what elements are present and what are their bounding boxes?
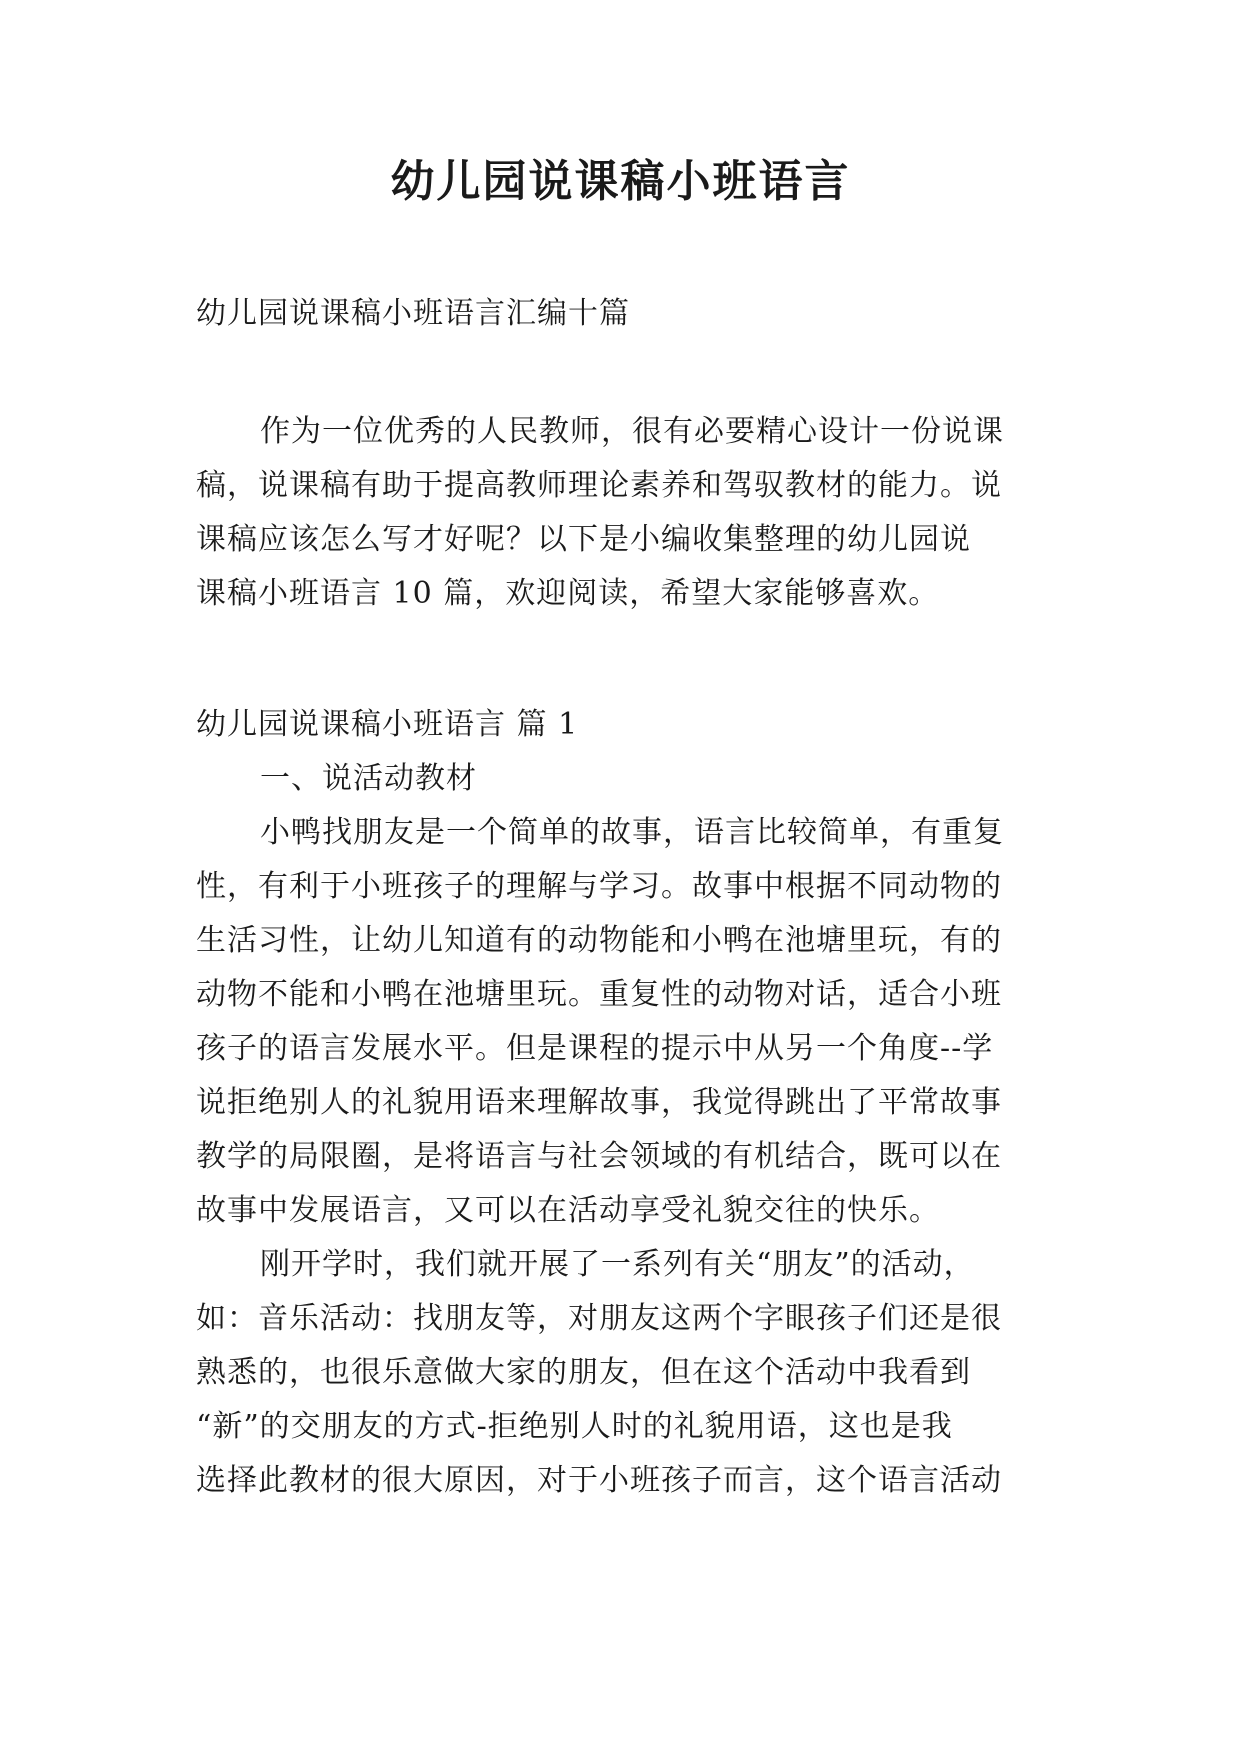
document-subtitle: 幼儿园说课稿小班语言汇编十篇 [196, 296, 630, 331]
paragraph-line: 动物不能和小鸭在池塘里玩。重复性的动物对话，适合小班 [196, 977, 1002, 1012]
paragraph-line: 生活习性，让幼儿知道有的动物能和小鸭在池塘里玩，有的 [196, 923, 1002, 958]
paragraph-line: “新”的交朋友的方式-拒绝别人时的礼貌用语，这也是我 [196, 1409, 953, 1444]
paragraph-line: 孩子的语言发展水平。但是课程的提示中从另一个角度--学 [196, 1031, 994, 1066]
intro-line: 课稿小班语言 10 篇，欢迎阅读，希望大家能够喜欢。 [196, 576, 940, 611]
section-heading: 幼儿园说课稿小班语言 篇 1 [196, 707, 579, 742]
intro-paragraph [196, 405, 1062, 621]
paragraph-line: 刚开学时，我们就开展了一系列有关“朋友”的活动， [260, 1247, 975, 1282]
paragraph-line: 如：音乐活动：找朋友等，对朋友这两个字眼孩子们还是很 [196, 1301, 1002, 1336]
intro-line: 课稿应该怎么写才好呢？以下是小编收集整理的幼儿园说 [196, 522, 971, 557]
paragraph-line: 选择此教材的很大原因，对于小班孩子而言，这个语言活动 [196, 1463, 1002, 1498]
paragraph-line: 教学的局限圈，是将语言与社会领域的有机结合，既可以在 [196, 1139, 1002, 1174]
section-1 [196, 698, 1062, 1508]
intro-line: 稿，说课稿有助于提高教师理论素养和驾驭教材的能力。说 [196, 468, 1002, 503]
paragraph-line: 小鸭找朋友是一个简单的故事，语言比较简单，有重复 [260, 815, 1004, 850]
document-title: 幼儿园说课稿小班语言 [390, 156, 851, 207]
paragraph-line: 故事中发展语言，又可以在活动享受礼貌交往的快乐。 [196, 1193, 940, 1228]
intro-line: 作为一位优秀的人民教师，很有必要精心设计一份说课 [260, 414, 1004, 449]
paragraph-line: 性，有利于小班孩子的理解与学习。故事中根据不同动物的 [196, 869, 1002, 904]
section-subheading: 一、说活动教材 [260, 761, 477, 796]
paragraph-line: 熟悉的，也很乐意做大家的朋友，但在这个活动中我看到 [196, 1355, 971, 1390]
paragraph-line: 说拒绝别人的礼貌用语来理解故事，我觉得跳出了平常故事 [196, 1085, 1002, 1120]
